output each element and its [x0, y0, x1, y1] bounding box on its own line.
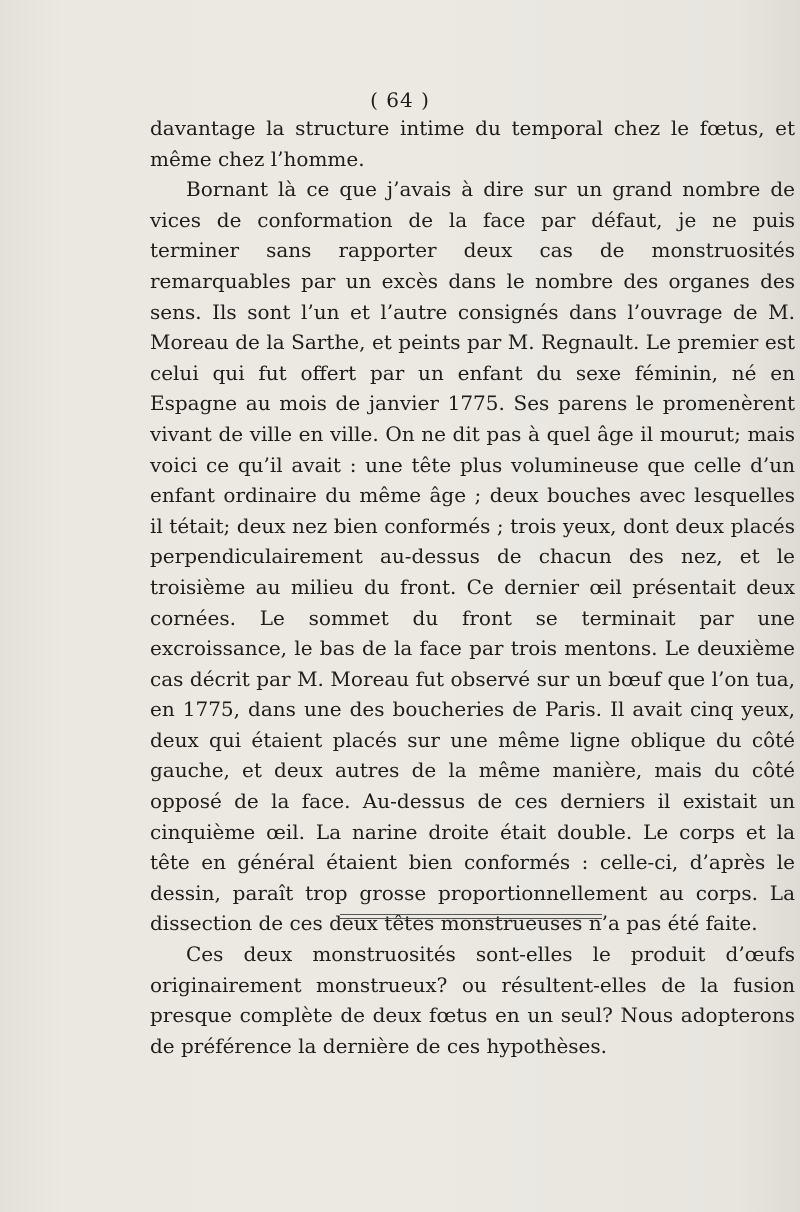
paragraph-monstrosities: Bornant là ce que j’avais à dire sur un grand nombre de vices de conformation de la face par défaut, je ne puis terminer sans rapporter deux cas de monstruosités remarquables par un excès dans le nombre des organes des sens. Ils sont l’un et l’autre consignés dans l’ouvrage de M. Moreau de la Sarthe, et peints par M. Regnault. Le premier est celui qui fut offert par un enfant du sexe féminin, né en Espagne au mois de janvier 1775. Ses parens le promenèrent vivant de ville en ville. On ne dit pas à quel âge il mourut; mais voici ce qu’il avait : une tête plus volumineuse que celle d’un enfant ordinaire du même âge ; deux bouches avec lesquelles il tétait; deux nez bien conformés ; trois yeux, dont deux placés perpendiculairement au-dessus de chacun des nez, et le troisième au milieu du front. Ce dernier œil présentait deux cornées. Le sommet du front se terminait par une excroissance, le bas de la face par trois mentons. Le deuxième cas décrit par M. Moreau fut observé sur un bœuf que l’on tua, en 1775, dans une des boucheries de Paris. Il avait cinq yeux, deux qui étaient placés sur une même ligne oblique du côté gauche, et deux autres de la même manière, mais du côté opposé de la face. Au-dessus de ces derniers il existait un cinquième œil. La narine droite était double. Le corps et la tête en général étaient bien conformés : celle-ci, d’après le dessin, paraît trop grosse proportionnellement au corps. La dissection de ces deux têtes monstrueuses n’a pas été faite.: [150, 177, 795, 936]
page-number: ( 64 ): [370, 88, 430, 112]
paragraph-continuation: davantage la structure intime du temporal chez le fœtus, et même chez l’homme.: [150, 116, 795, 171]
body-text: [150, 113, 795, 1061]
section-divider: [340, 914, 602, 919]
paragraph-hypotheses: Ces deux monstruosités sont-elles le produit d’œufs originairement monstrueux? ou résultent-elles de la fusion presque complète de deux fœtus en un seul? Nous adopterons de préférence la dernière de ces hypothèses.: [150, 942, 795, 1058]
